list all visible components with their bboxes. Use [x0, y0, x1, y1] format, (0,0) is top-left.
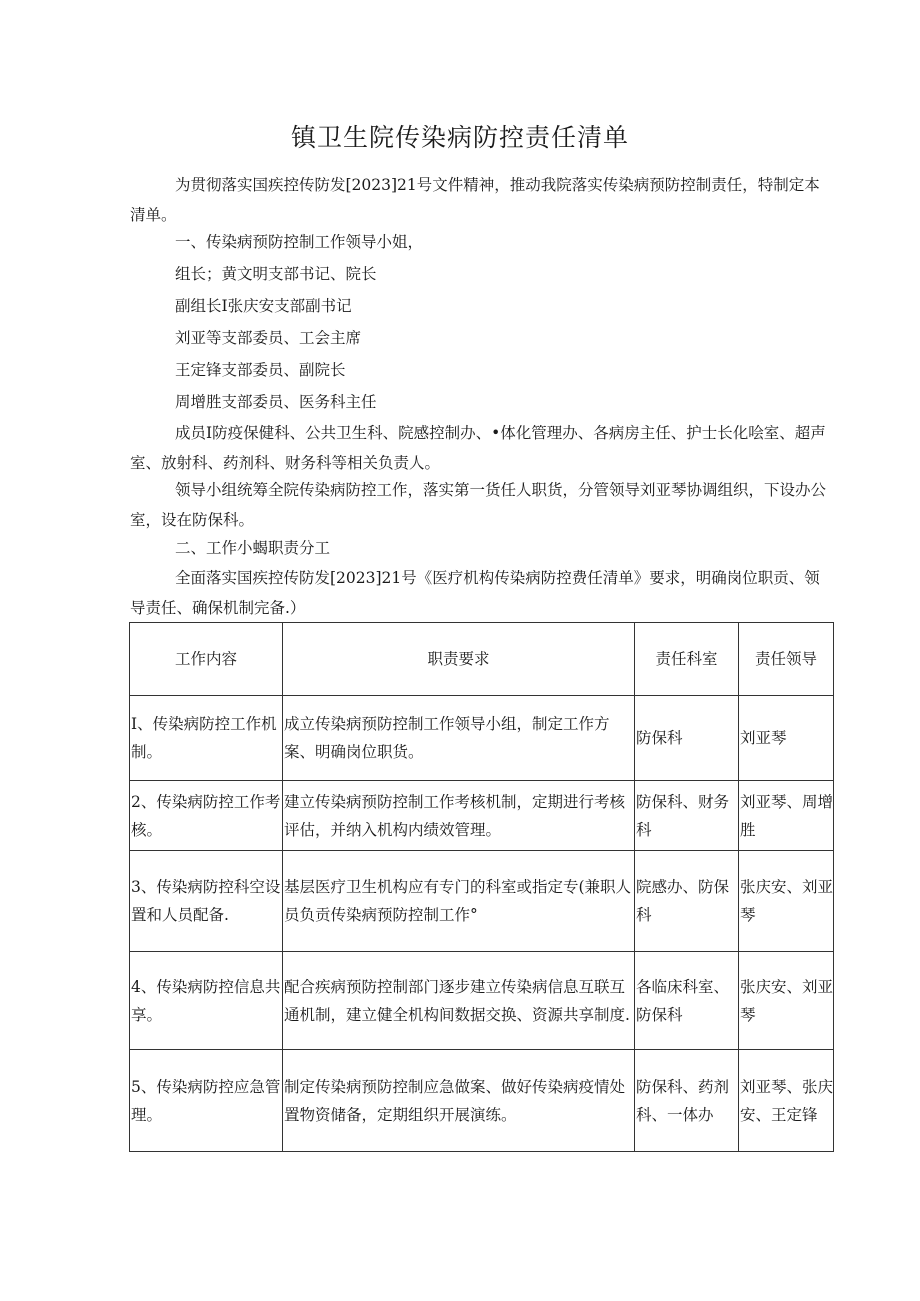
table-row — [130, 851, 834, 952]
cell-dept: 院感办、防保科 — [635, 851, 739, 952]
table-header-row — [130, 623, 834, 696]
member-line-wang: 王定锋支部委员、副院长 — [175, 361, 346, 379]
cell-content: 4、传染病防控信息共享。 — [130, 952, 283, 1050]
section1-heading: 一、传染病预防控制工作领导小姐， — [175, 233, 424, 251]
cell-dept: 防保科、药剂科、一体办 — [635, 1050, 739, 1152]
header-content: 工作内容 — [130, 623, 283, 696]
table-row — [130, 781, 834, 851]
cell-content: I、传染病防控工作机制。 — [130, 696, 283, 781]
members-paragraph: 成员I防疫保健科、公共卫生科、院感控制办、•体化管理办、各病房主任、护士长化哙室、超声室、放射科、药剂科、财务科等相关负责人。 — [130, 424, 826, 472]
table-row — [130, 1050, 834, 1152]
section2-intro: 全面落实国疾控传防发[2023]21号《医疗机构传染病防控费任清单》要求，明确岗位职贡、领导责任、确保机制完备.） — [130, 569, 820, 617]
header-dept: 责任科室 — [635, 623, 739, 696]
section2-heading: 二、工作小蝎职责分工 — [175, 539, 331, 557]
cell-content: 5、传染病防控应急管理。 — [130, 1050, 283, 1152]
cell-dept: 防保科 — [635, 696, 739, 781]
cell-content: 3、传染病防控科空设置和人员配备. — [130, 851, 283, 952]
cell-requirement: 制定传染病预防控制应急做案、做好传染病疫情处置物资储备，定期组织开展演练。 — [283, 1050, 635, 1152]
cell-leader: 张庆安、刘亚琴 — [739, 952, 834, 1050]
page-title: 镇卫生院传染病防控责任清单 — [290, 123, 629, 152]
cell-dept: 各临床科室、防保科 — [635, 952, 739, 1050]
vice-leader-line: 副组长I张庆安支部副书记 — [175, 297, 352, 315]
cell-leader: 刘亚琴、张庆安、王定锋 — [739, 1050, 834, 1152]
table-row — [130, 952, 834, 1050]
intro-paragraph: 为贯彻落实国疾控传防发[2023]21号文件精神，推动我院落实传染病预防控制责任，特制定本清单。 — [130, 176, 820, 224]
responsibility-table — [129, 622, 834, 1152]
duty-paragraph: 领导小组统筹全院传染病防控工作，落实第一货任人职货，分管领导刘亚琴协调组织，下设办公室，设在防保科。 — [130, 481, 827, 529]
cell-leader: 张庆安、刘亚琴 — [739, 851, 834, 952]
cell-requirement: 成立传染病预防控制工作领导小组，制定工作方案、明确岗位职货。 — [283, 696, 635, 781]
header-requirement: 职责要求 — [283, 623, 635, 696]
leader-line: 组长；黄文明支部书记、院长 — [175, 265, 377, 283]
cell-requirement: 建立传染病预防控制工作考核机制，定期进行考核评估，并纳入机构内绩效管理。 — [283, 781, 635, 851]
cell-leader: 刘亚琴 — [739, 696, 834, 781]
member-line-zhou: 周增胜支部委员、医务科主任 — [175, 393, 377, 411]
member-line-liu: 刘亚等支部委员、工会主席 — [175, 329, 362, 347]
cell-requirement: 基层医疗卫生机构应有专门的科室或指定专(兼职人员负贡传染病预防控制工作° — [283, 851, 635, 952]
table-row — [130, 696, 834, 781]
cell-requirement: 配合疾病预防控制部门逐步建立传染病信息互联互通机制，建立健全机构间数据交换、资源共享制度. — [283, 952, 635, 1050]
cell-leader: 刘亚琴、周增胜 — [739, 781, 834, 851]
header-leader: 责任领导 — [739, 623, 834, 696]
cell-dept: 防保科、财务科 — [635, 781, 739, 851]
cell-content: 2、传染病防控工作考核。 — [130, 781, 283, 851]
